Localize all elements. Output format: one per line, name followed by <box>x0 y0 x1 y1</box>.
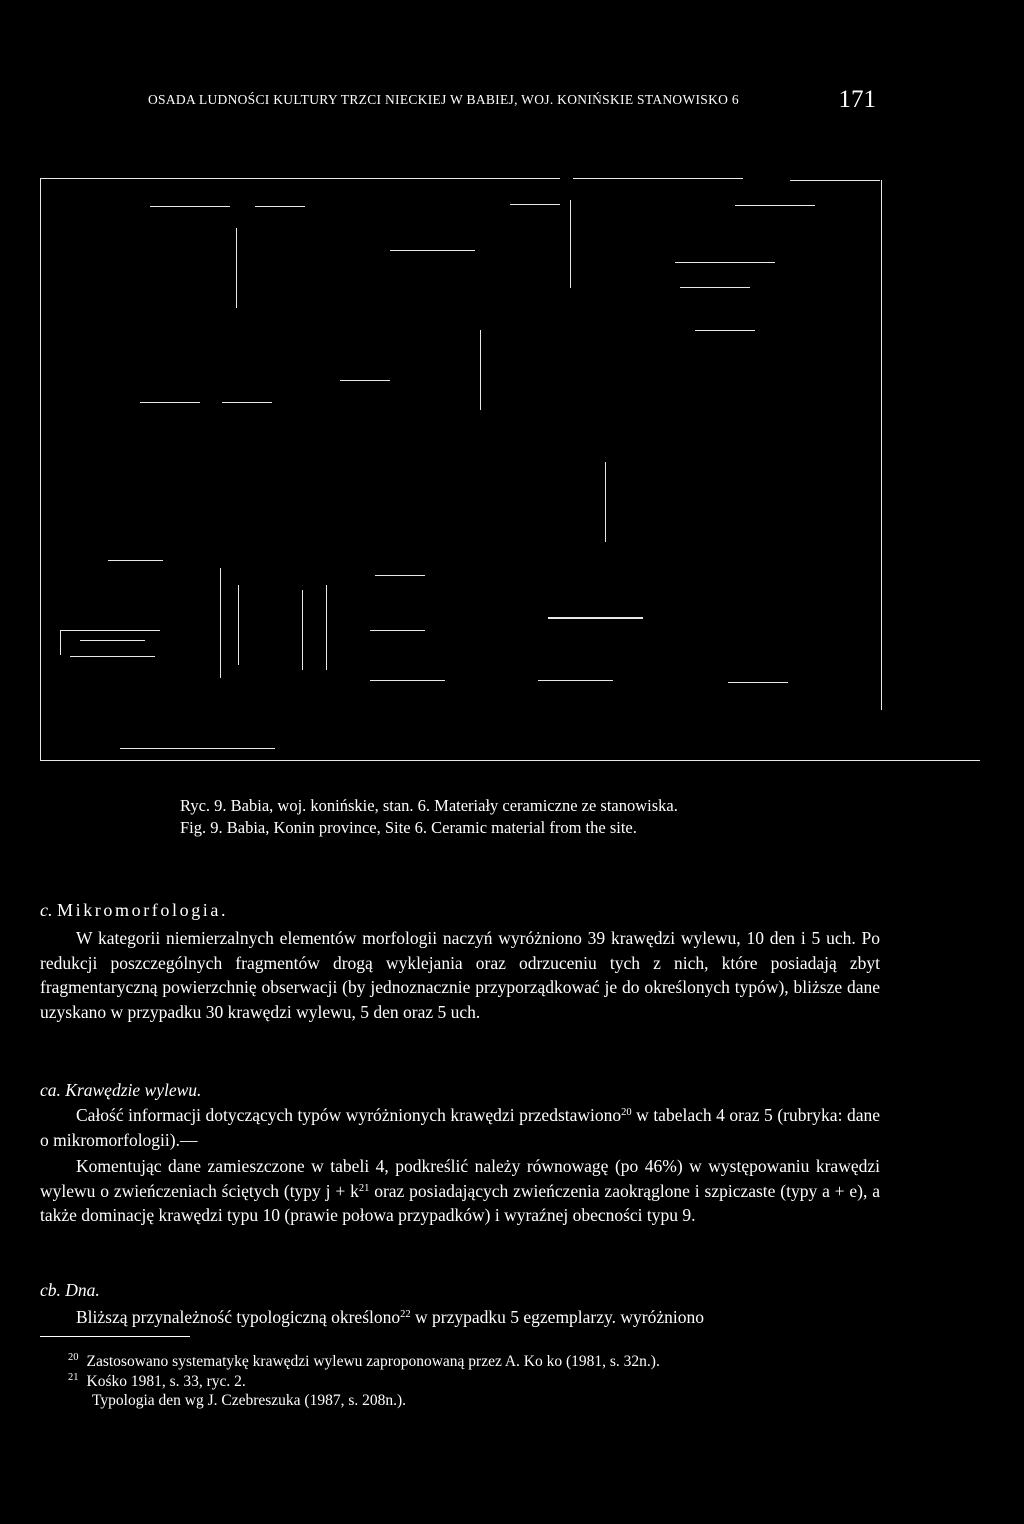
fragment-profile <box>108 560 163 561</box>
frame-bottom <box>40 760 980 761</box>
fragment-profile <box>728 682 788 683</box>
fragment-profile <box>222 402 272 403</box>
fragment-profile <box>302 590 303 670</box>
running-header <box>148 86 876 113</box>
fragment-profile <box>680 287 750 288</box>
paragraph-4-text: Bliższą przynależność typologiczną określono <box>76 1307 401 1327</box>
figure-caption-pl: Ryc. 9. Babia, woj. konińskie, stan. 6. Materiały ceramiczne ze stanowiska. <box>180 796 678 815</box>
paragraph-3 <box>40 1154 880 1228</box>
footnote-divider <box>40 1336 190 1337</box>
fragment-profile <box>370 630 425 631</box>
fragment-profile <box>340 380 390 381</box>
fragment-profile <box>255 206 305 207</box>
footnote-22 <box>68 1391 878 1411</box>
paragraph-4 <box>40 1305 880 1330</box>
paragraph-3-text: Komentując dane zamieszczone w tabeli 4, podkreślić należy równowagę (po 46%) w występowaniu krawędzi wylewu o zwieńczeniach ściętych (typy j + k <box>40 1156 880 1201</box>
paragraph-3-text-cont: oraz posiadających zwieńczenia zaokrąglone i szpiczaste (typy a + e), a także dominację krawędzi typu 10 (prawie połowa przypadków) i wyraźnej obecności typu 9. <box>40 1180 880 1226</box>
subsection-heading-ca <box>40 1080 201 1101</box>
subsection-title: Krawędzie wylewu. <box>65 1080 202 1100</box>
fragment-profile <box>120 748 275 749</box>
footnote-21 <box>68 1372 878 1392</box>
subsection-label: ca. <box>40 1080 61 1100</box>
paragraph-4-text-cont: w przypadku 5 egzemplarzy. wyróżniono <box>410 1307 704 1327</box>
fragment-profile <box>548 617 643 619</box>
frame-top-right <box>790 180 880 181</box>
fragment-profile <box>390 250 475 251</box>
footnote-ref[interactable]: 20 <box>621 1107 632 1118</box>
footnote-text: Kośko 1981, s. 33, ryc. 2. <box>86 1372 246 1390</box>
fragment-profile <box>70 656 155 657</box>
subsection-label: cb. <box>40 1280 61 1300</box>
section-label: c. <box>40 900 53 920</box>
fragment-profile <box>60 630 160 631</box>
frame-right <box>881 180 882 710</box>
figure-caption-en: Fig. 9. Babia, Konin province, Site 6. Ceramic material from the site. <box>180 818 637 837</box>
section-title: Mikromorfologia. <box>57 900 229 920</box>
fragment-profile <box>480 330 481 410</box>
fragment-profile <box>140 402 200 403</box>
footnote-number: 21 <box>68 1371 79 1383</box>
fragment-profile <box>220 568 221 678</box>
fragment-profile <box>238 585 239 665</box>
paragraph-2 <box>40 1103 880 1152</box>
footnote-ref[interactable]: 22 <box>400 1309 411 1320</box>
fragment-profile <box>675 262 775 263</box>
frame-top-mid <box>573 178 743 179</box>
footnote-text: Zastosowano systematykę krawędzi wylewu zaproponowaną przez A. Ko ko (1981, s. 32n.). <box>86 1353 660 1370</box>
fragment-profile <box>326 585 327 670</box>
fragment-profile <box>375 575 425 576</box>
subsection-heading-cb <box>40 1280 100 1301</box>
paragraph-2-text: Całość informacji dotyczących typów wyróżnionych krawędzi przedstawiono <box>76 1105 622 1125</box>
running-title: OSADA LUDNOŚCI KULTURY TRZCI NIECKIEJ W BABIEJ, WOJ. KONIŃSKIE STANOWISKO 6 <box>148 92 739 107</box>
paragraph-1-text: W kategorii niemierzalnych elementów morfologii naczyń wyróżniono 39 krawędzi wylewu, 10 den i 5 uch. Po redukcji poszczególnych fragmentów drogą wyklejania oraz odrzuceniu tych z nich, które posiadają zbyt fragmentaryczną powierzchnię obserwacji (by jednoznacznie przyporządkować je do określonych typów), bliższe dane uzyskano w przypadku 30 krawędzi wylewu, 5 den oraz 5 uch. <box>40 928 880 1022</box>
fragment-profile <box>80 640 145 641</box>
fragment-profile <box>695 330 755 331</box>
fragment-profile <box>150 206 230 207</box>
frame-top-left <box>40 178 560 179</box>
footnote-20 <box>68 1352 878 1372</box>
page-number: 171 <box>838 86 876 113</box>
frame-left <box>40 178 41 760</box>
paragraph-1 <box>40 926 880 1024</box>
fragment-profile <box>538 680 613 681</box>
fragment-profile <box>570 200 571 288</box>
fragment-profile <box>510 204 560 205</box>
fragment-profile <box>735 205 815 206</box>
footnote-text: Typologia den wg J. Czebreszuka (1987, s. 208n.). <box>92 1392 407 1409</box>
footnote-ref[interactable]: 21 <box>358 1182 370 1194</box>
fragment-profile <box>60 630 61 655</box>
fragment-profile <box>236 228 237 308</box>
fragment-profile <box>370 680 445 681</box>
paragraph-2-text-cont: w tabelach 4 oraz 5 (rubryka: dane o mikromorfologii).— <box>40 1105 880 1150</box>
section-heading-c <box>40 898 228 922</box>
fragment-profile <box>605 462 606 542</box>
footnotes <box>68 1352 878 1411</box>
subsection-title: Dna. <box>65 1280 100 1300</box>
footnote-number: 20 <box>68 1352 79 1363</box>
